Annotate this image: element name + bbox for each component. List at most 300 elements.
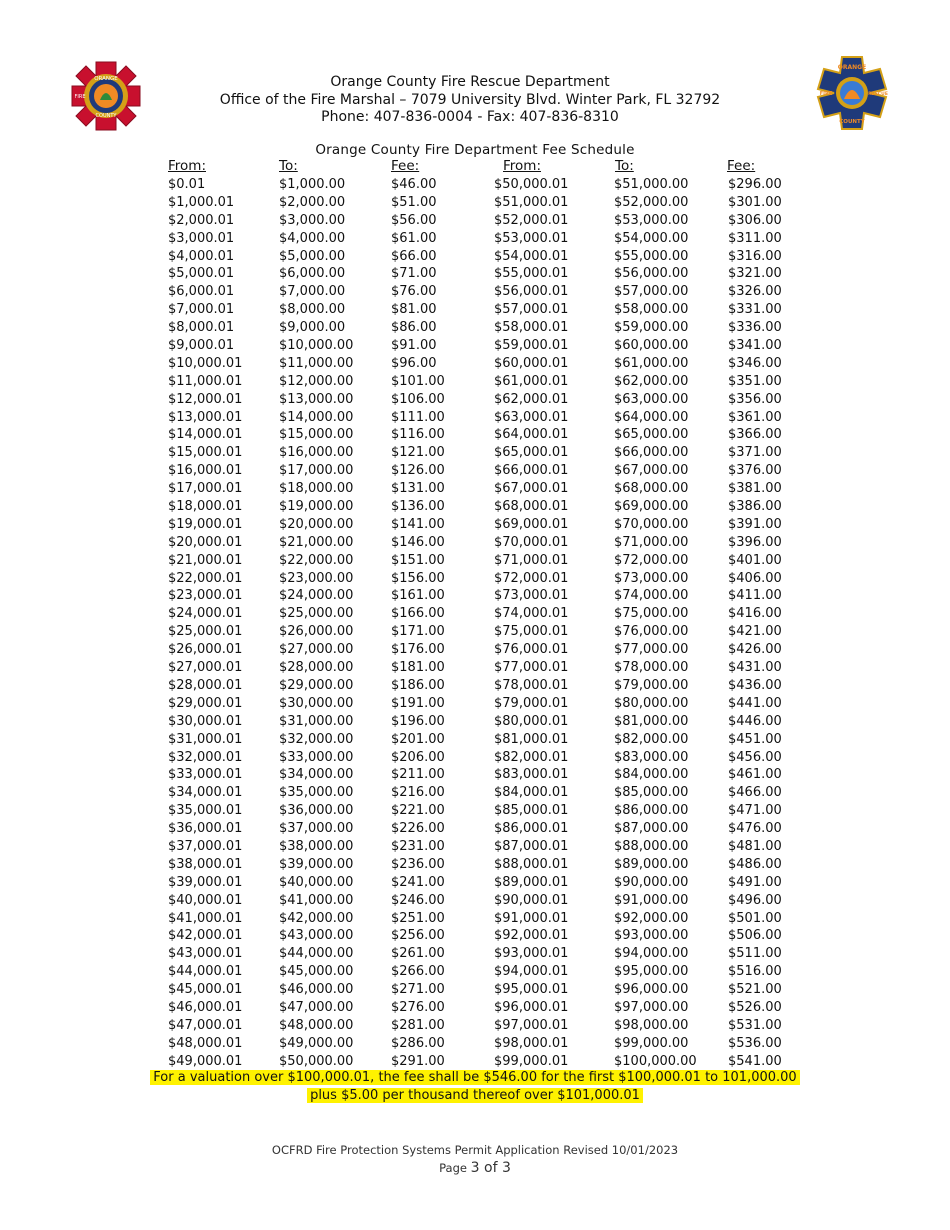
cell-fee-1: $121.00 bbox=[391, 445, 445, 461]
table-body bbox=[166, 176, 806, 1071]
cell-to-2: $66,000.00 bbox=[614, 445, 689, 461]
cell-fee-1: $226.00 bbox=[391, 821, 445, 837]
cell-to-1: $7,000.00 bbox=[279, 284, 346, 300]
cell-to-1: $46,000.00 bbox=[279, 982, 354, 998]
cell-to-1: $25,000.00 bbox=[279, 606, 354, 622]
cell-from-2: $66,000.01 bbox=[494, 463, 569, 479]
cell-from-1: $23,000.01 bbox=[168, 588, 243, 604]
table-row bbox=[166, 856, 806, 874]
header-fee-2: Fee: bbox=[727, 158, 756, 174]
cell-fee-1: $146.00 bbox=[391, 534, 445, 550]
cell-fee-2: $421.00 bbox=[728, 624, 782, 640]
cell-from-1: $0.01 bbox=[168, 177, 206, 192]
cell-from-1: $4,000.01 bbox=[168, 248, 235, 264]
cell-to-2: $52,000.00 bbox=[614, 194, 689, 210]
cell-from-2: $90,000.01 bbox=[494, 892, 569, 908]
cell-fee-2: $441.00 bbox=[728, 695, 782, 711]
cell-from-2: $62,000.01 bbox=[494, 391, 569, 407]
cell-to-1: $8,000.00 bbox=[279, 302, 346, 318]
cell-to-1: $32,000.00 bbox=[279, 731, 354, 747]
cell-fee-1: $251.00 bbox=[391, 910, 445, 926]
cell-fee-1: $271.00 bbox=[391, 982, 445, 998]
table-row bbox=[166, 462, 806, 480]
cell-to-2: $60,000.00 bbox=[614, 338, 689, 354]
table-row bbox=[166, 480, 806, 498]
cell-to-2: $61,000.00 bbox=[614, 355, 689, 371]
page-footer bbox=[0, 1141, 950, 1177]
page-prefix: Page bbox=[439, 1161, 471, 1175]
cell-fee-2: $481.00 bbox=[728, 838, 782, 854]
cell-to-2: $97,000.00 bbox=[614, 999, 689, 1015]
cell-from-1: $41,000.01 bbox=[168, 910, 243, 926]
cell-from-2: $87,000.01 bbox=[494, 838, 569, 854]
cell-fee-2: $506.00 bbox=[728, 928, 782, 944]
cell-from-1: $35,000.01 bbox=[168, 803, 243, 819]
cell-fee-2: $356.00 bbox=[728, 391, 782, 407]
cell-fee-1: $236.00 bbox=[391, 856, 445, 872]
cell-fee-1: $201.00 bbox=[391, 731, 445, 747]
cell-to-1: $42,000.00 bbox=[279, 910, 354, 926]
cell-from-1: $45,000.01 bbox=[168, 982, 243, 998]
table-row bbox=[166, 820, 806, 838]
cell-to-1: $48,000.00 bbox=[279, 1017, 354, 1033]
cell-from-1: $19,000.01 bbox=[168, 516, 243, 532]
cell-to-1: $45,000.00 bbox=[279, 964, 354, 980]
cell-fee-1: $76.00 bbox=[391, 284, 437, 300]
cell-from-2: $83,000.01 bbox=[494, 767, 569, 783]
cell-fee-2: $371.00 bbox=[728, 445, 782, 461]
cell-fee-2: $351.00 bbox=[728, 373, 782, 389]
cell-fee-2: $366.00 bbox=[728, 427, 782, 443]
cell-from-1: $46,000.01 bbox=[168, 999, 243, 1015]
cell-to-2: $54,000.00 bbox=[614, 230, 689, 246]
cell-from-1: $25,000.01 bbox=[168, 624, 243, 640]
table-row bbox=[166, 1035, 806, 1053]
cell-from-1: $44,000.01 bbox=[168, 964, 243, 980]
cell-fee-1: $181.00 bbox=[391, 660, 445, 676]
table-row bbox=[166, 641, 806, 659]
cell-fee-1: $46.00 bbox=[391, 177, 437, 192]
cell-from-2: $50,000.01 bbox=[494, 177, 569, 192]
cell-fee-2: $521.00 bbox=[728, 982, 782, 998]
cell-fee-1: $126.00 bbox=[391, 463, 445, 479]
cell-to-1: $44,000.00 bbox=[279, 946, 354, 962]
table-row bbox=[166, 838, 806, 856]
cell-from-2: $58,000.01 bbox=[494, 320, 569, 336]
cell-from-2: $65,000.01 bbox=[494, 445, 569, 461]
cell-from-1: $15,000.01 bbox=[168, 445, 243, 461]
cell-from-1: $39,000.01 bbox=[168, 874, 243, 890]
cell-fee-1: $61.00 bbox=[391, 230, 437, 246]
cell-fee-2: $511.00 bbox=[728, 946, 782, 962]
table-row bbox=[166, 212, 806, 230]
cell-from-1: $18,000.01 bbox=[168, 499, 243, 515]
cell-fee-2: $476.00 bbox=[728, 821, 782, 837]
logo-right-right-text: RESCUE bbox=[868, 92, 888, 97]
cell-from-2: $95,000.01 bbox=[494, 982, 569, 998]
cell-fee-2: $316.00 bbox=[728, 248, 782, 264]
cell-fee-1: $246.00 bbox=[391, 892, 445, 908]
cell-to-1: $39,000.00 bbox=[279, 856, 354, 872]
cell-to-2: $65,000.00 bbox=[614, 427, 689, 443]
cell-to-2: $100,000.00 bbox=[614, 1053, 697, 1069]
table-row bbox=[166, 498, 806, 516]
cell-fee-1: $81.00 bbox=[391, 302, 437, 318]
cell-to-1: $43,000.00 bbox=[279, 928, 354, 944]
table-row bbox=[166, 248, 806, 266]
cell-from-1: $34,000.01 bbox=[168, 785, 243, 801]
cell-to-2: $55,000.00 bbox=[614, 248, 689, 264]
cell-fee-1: $151.00 bbox=[391, 552, 445, 568]
cell-to-2: $90,000.00 bbox=[614, 874, 689, 890]
cell-fee-2: $411.00 bbox=[728, 588, 782, 604]
table-row bbox=[166, 337, 806, 355]
cell-from-2: $67,000.01 bbox=[494, 481, 569, 497]
cell-to-2: $57,000.00 bbox=[614, 284, 689, 300]
table-row bbox=[166, 927, 806, 945]
department-name: Orange County Fire Rescue Department bbox=[330, 74, 610, 90]
cell-fee-1: $91.00 bbox=[391, 338, 437, 354]
logo-right-left-text: FIRE bbox=[819, 91, 833, 97]
cell-to-1: $41,000.00 bbox=[279, 892, 354, 908]
cell-from-2: $84,000.01 bbox=[494, 785, 569, 801]
cell-fee-2: $466.00 bbox=[728, 785, 782, 801]
cell-to-2: $64,000.00 bbox=[614, 409, 689, 425]
cell-to-1: $3,000.00 bbox=[279, 212, 346, 228]
cell-fee-2: $446.00 bbox=[728, 713, 782, 729]
cell-to-1: $40,000.00 bbox=[279, 874, 354, 890]
cell-from-2: $64,000.01 bbox=[494, 427, 569, 443]
cell-fee-1: $211.00 bbox=[391, 767, 445, 783]
cell-fee-1: $186.00 bbox=[391, 677, 445, 693]
cell-to-2: $82,000.00 bbox=[614, 731, 689, 747]
cell-from-1: $38,000.01 bbox=[168, 856, 243, 872]
table-row bbox=[166, 194, 806, 212]
cell-to-1: $49,000.00 bbox=[279, 1035, 354, 1051]
cell-fee-1: $86.00 bbox=[391, 320, 437, 336]
table-row bbox=[166, 963, 806, 981]
cell-to-1: $4,000.00 bbox=[279, 230, 346, 246]
logo-right-bottom-text: COUNTY bbox=[839, 119, 865, 125]
table-row bbox=[166, 981, 806, 999]
cell-to-2: $70,000.00 bbox=[614, 516, 689, 532]
cell-to-2: $96,000.00 bbox=[614, 982, 689, 998]
cell-from-1: $14,000.01 bbox=[168, 427, 243, 443]
cell-fee-1: $111.00 bbox=[391, 409, 445, 425]
cell-to-1: $47,000.00 bbox=[279, 999, 354, 1015]
cell-fee-2: $486.00 bbox=[728, 856, 782, 872]
fee-schedule-table bbox=[166, 157, 806, 1071]
cell-fee-1: $261.00 bbox=[391, 946, 445, 962]
table-row bbox=[166, 749, 806, 767]
cell-to-1: $28,000.00 bbox=[279, 660, 354, 676]
table-header-row bbox=[166, 157, 806, 176]
cell-to-1: $22,000.00 bbox=[279, 552, 354, 568]
cell-to-2: $58,000.00 bbox=[614, 302, 689, 318]
cell-to-1: $20,000.00 bbox=[279, 516, 354, 532]
cell-from-1: $20,000.01 bbox=[168, 534, 243, 550]
cell-to-1: $34,000.00 bbox=[279, 767, 354, 783]
cell-from-1: $11,000.01 bbox=[168, 373, 243, 389]
cell-from-2: $97,000.01 bbox=[494, 1017, 569, 1033]
table-row bbox=[166, 1053, 806, 1071]
table-row bbox=[166, 409, 806, 427]
cell-to-2: $53,000.00 bbox=[614, 212, 689, 228]
cell-from-2: $72,000.01 bbox=[494, 570, 569, 586]
cell-to-1: $35,000.00 bbox=[279, 785, 354, 801]
cell-from-1: $3,000.01 bbox=[168, 230, 235, 246]
cell-to-1: $29,000.00 bbox=[279, 677, 354, 693]
cell-to-1: $19,000.00 bbox=[279, 499, 354, 515]
header-to-2: To: bbox=[615, 158, 634, 174]
cell-from-1: $32,000.01 bbox=[168, 749, 243, 765]
cell-to-2: $78,000.00 bbox=[614, 660, 689, 676]
cell-from-1: $43,000.01 bbox=[168, 946, 243, 962]
cell-to-2: $69,000.00 bbox=[614, 499, 689, 515]
cell-from-2: $82,000.01 bbox=[494, 749, 569, 765]
table-row bbox=[166, 373, 806, 391]
cell-from-2: $68,000.01 bbox=[494, 499, 569, 515]
cell-to-2: $93,000.00 bbox=[614, 928, 689, 944]
cell-fee-2: $331.00 bbox=[728, 302, 782, 318]
cell-from-2: $81,000.01 bbox=[494, 731, 569, 747]
cell-to-2: $89,000.00 bbox=[614, 856, 689, 872]
table-row bbox=[166, 892, 806, 910]
cell-to-2: $98,000.00 bbox=[614, 1017, 689, 1033]
cell-fee-1: $276.00 bbox=[391, 999, 445, 1015]
cell-from-2: $53,000.01 bbox=[494, 230, 569, 246]
cell-to-1: $16,000.00 bbox=[279, 445, 354, 461]
cell-from-2: $92,000.01 bbox=[494, 928, 569, 944]
cell-from-1: $48,000.01 bbox=[168, 1035, 243, 1051]
cell-fee-1: $71.00 bbox=[391, 266, 437, 282]
cell-from-2: $85,000.01 bbox=[494, 803, 569, 819]
note-line-1: For a valuation over $100,000.01, the fee shall be $546.00 for the first $100,000.01 to 101,000.00 bbox=[150, 1070, 799, 1085]
table-row bbox=[166, 802, 806, 820]
cell-fee-1: $266.00 bbox=[391, 964, 445, 980]
cell-fee-2: $336.00 bbox=[728, 320, 782, 336]
cell-to-2: $63,000.00 bbox=[614, 391, 689, 407]
cell-fee-2: $311.00 bbox=[728, 230, 782, 246]
cell-from-2: $59,000.01 bbox=[494, 338, 569, 354]
cell-to-1: $10,000.00 bbox=[279, 338, 354, 354]
valuation-note bbox=[0, 1069, 950, 1105]
cell-from-2: $52,000.01 bbox=[494, 212, 569, 228]
cell-fee-1: $166.00 bbox=[391, 606, 445, 622]
cell-to-1: $26,000.00 bbox=[279, 624, 354, 640]
cell-fee-2: $361.00 bbox=[728, 409, 782, 425]
cell-from-1: $8,000.01 bbox=[168, 320, 235, 336]
cell-from-1: $17,000.01 bbox=[168, 481, 243, 497]
logo-left-side-text: FIRE bbox=[74, 94, 86, 100]
cell-from-2: $75,000.01 bbox=[494, 624, 569, 640]
table-row bbox=[166, 426, 806, 444]
table-row bbox=[166, 874, 806, 892]
cell-fee-2: $406.00 bbox=[728, 570, 782, 586]
cell-fee-2: $501.00 bbox=[728, 910, 782, 926]
cell-to-2: $67,000.00 bbox=[614, 463, 689, 479]
cell-to-2: $80,000.00 bbox=[614, 695, 689, 711]
cell-fee-2: $541.00 bbox=[728, 1053, 782, 1069]
cell-from-2: $86,000.01 bbox=[494, 821, 569, 837]
cell-fee-1: $96.00 bbox=[391, 355, 437, 371]
logo-right-top-text: ORANGE bbox=[837, 64, 867, 71]
cell-fee-2: $426.00 bbox=[728, 642, 782, 658]
table-row bbox=[166, 516, 806, 534]
cell-fee-1: $221.00 bbox=[391, 803, 445, 819]
cell-from-1: $30,000.01 bbox=[168, 713, 243, 729]
cell-to-1: $30,000.00 bbox=[279, 695, 354, 711]
table-row bbox=[166, 784, 806, 802]
cell-fee-2: $386.00 bbox=[728, 499, 782, 515]
cell-fee-1: $256.00 bbox=[391, 928, 445, 944]
table-row bbox=[166, 283, 806, 301]
cell-to-2: $62,000.00 bbox=[614, 373, 689, 389]
cell-to-1: $9,000.00 bbox=[279, 320, 346, 336]
table-row bbox=[166, 301, 806, 319]
cell-to-1: $36,000.00 bbox=[279, 803, 354, 819]
cell-fee-2: $471.00 bbox=[728, 803, 782, 819]
cell-fee-1: $131.00 bbox=[391, 481, 445, 497]
cell-to-1: $33,000.00 bbox=[279, 749, 354, 765]
cell-from-2: $70,000.01 bbox=[494, 534, 569, 550]
cell-fee-1: $66.00 bbox=[391, 248, 437, 264]
table-row bbox=[166, 659, 806, 677]
cell-from-1: $9,000.01 bbox=[168, 338, 235, 354]
cell-from-1: $26,000.01 bbox=[168, 642, 243, 658]
cell-fee-1: $136.00 bbox=[391, 499, 445, 515]
cell-from-1: $6,000.01 bbox=[168, 284, 235, 300]
cell-fee-2: $341.00 bbox=[728, 338, 782, 354]
cell-to-2: $79,000.00 bbox=[614, 677, 689, 693]
cell-fee-1: $101.00 bbox=[391, 373, 445, 389]
cell-from-2: $91,000.01 bbox=[494, 910, 569, 926]
cell-fee-1: $106.00 bbox=[391, 391, 445, 407]
cell-from-2: $60,000.01 bbox=[494, 355, 569, 371]
cell-fee-2: $491.00 bbox=[728, 874, 782, 890]
cell-from-1: $10,000.01 bbox=[168, 355, 243, 371]
cell-to-1: $23,000.00 bbox=[279, 570, 354, 586]
table-row bbox=[166, 766, 806, 784]
cell-from-1: $31,000.01 bbox=[168, 731, 243, 747]
cell-fee-1: $196.00 bbox=[391, 713, 445, 729]
cell-from-1: $7,000.01 bbox=[168, 302, 235, 318]
cell-to-2: $51,000.00 bbox=[614, 177, 689, 192]
cell-fee-2: $296.00 bbox=[728, 177, 782, 192]
cell-fee-2: $436.00 bbox=[728, 677, 782, 693]
table-row bbox=[166, 587, 806, 605]
cell-fee-1: $171.00 bbox=[391, 624, 445, 640]
cell-from-1: $47,000.01 bbox=[168, 1017, 243, 1033]
cell-to-1: $50,000.00 bbox=[279, 1053, 354, 1069]
cell-from-2: $51,000.01 bbox=[494, 194, 569, 210]
cell-to-1: $27,000.00 bbox=[279, 642, 354, 658]
cell-from-2: $71,000.01 bbox=[494, 552, 569, 568]
cell-from-1: $5,000.01 bbox=[168, 266, 235, 282]
cell-fee-1: $161.00 bbox=[391, 588, 445, 604]
cell-fee-2: $376.00 bbox=[728, 463, 782, 479]
cell-to-1: $18,000.00 bbox=[279, 481, 354, 497]
cell-from-2: $78,000.01 bbox=[494, 677, 569, 693]
cell-from-2: $93,000.01 bbox=[494, 946, 569, 962]
cell-fee-2: $456.00 bbox=[728, 749, 782, 765]
cell-from-2: $73,000.01 bbox=[494, 588, 569, 604]
cell-to-1: $2,000.00 bbox=[279, 194, 346, 210]
cell-fee-1: $206.00 bbox=[391, 749, 445, 765]
cell-fee-1: $51.00 bbox=[391, 194, 437, 210]
cell-to-1: $31,000.00 bbox=[279, 713, 354, 729]
table-row bbox=[166, 605, 806, 623]
cell-from-1: $42,000.01 bbox=[168, 928, 243, 944]
page-number: 3 of 3 bbox=[470, 1160, 511, 1176]
cell-from-1: $28,000.01 bbox=[168, 677, 243, 693]
cell-to-2: $84,000.00 bbox=[614, 767, 689, 783]
table-row bbox=[166, 623, 806, 641]
cell-to-2: $75,000.00 bbox=[614, 606, 689, 622]
cell-from-2: $89,000.01 bbox=[494, 874, 569, 890]
cell-from-1: $49,000.01 bbox=[168, 1053, 243, 1069]
table-row bbox=[166, 534, 806, 552]
table-row bbox=[166, 355, 806, 373]
cell-fee-2: $416.00 bbox=[728, 606, 782, 622]
cell-fee-1: $191.00 bbox=[391, 695, 445, 711]
table-row bbox=[166, 713, 806, 731]
cell-from-1: $29,000.01 bbox=[168, 695, 243, 711]
logo-left-bottom-text: COUNTY bbox=[95, 113, 117, 119]
cell-to-1: $17,000.00 bbox=[279, 463, 354, 479]
cell-to-1: $14,000.00 bbox=[279, 409, 354, 425]
cell-to-2: $59,000.00 bbox=[614, 320, 689, 336]
header-from-2: From: bbox=[503, 158, 541, 174]
cell-fee-2: $531.00 bbox=[728, 1017, 782, 1033]
table-row bbox=[166, 230, 806, 248]
cell-from-1: $27,000.01 bbox=[168, 660, 243, 676]
table-row bbox=[166, 695, 806, 713]
revision-text: OCFRD Fire Protection Systems Permit Application Revised 10/01/2023 bbox=[271, 1143, 679, 1157]
cell-from-1: $16,000.01 bbox=[168, 463, 243, 479]
cell-from-2: $98,000.01 bbox=[494, 1035, 569, 1051]
cell-from-2: $57,000.01 bbox=[494, 302, 569, 318]
cell-to-2: $77,000.00 bbox=[614, 642, 689, 658]
table-row bbox=[166, 1017, 806, 1035]
cell-fee-1: $241.00 bbox=[391, 874, 445, 890]
cell-from-1: $21,000.01 bbox=[168, 552, 243, 568]
cell-fee-1: $291.00 bbox=[391, 1053, 445, 1069]
cell-to-2: $56,000.00 bbox=[614, 266, 689, 282]
cell-to-1: $24,000.00 bbox=[279, 588, 354, 604]
cell-fee-2: $496.00 bbox=[728, 892, 782, 908]
cell-fee-2: $301.00 bbox=[728, 194, 782, 210]
cell-fee-2: $526.00 bbox=[728, 999, 782, 1015]
cell-fee-1: $216.00 bbox=[391, 785, 445, 801]
cell-to-2: $92,000.00 bbox=[614, 910, 689, 926]
table-row bbox=[166, 731, 806, 749]
cell-to-2: $83,000.00 bbox=[614, 749, 689, 765]
table-row bbox=[166, 552, 806, 570]
contact-phone-fax: Phone: 407-836-0004 - Fax: 407-836-8310 bbox=[321, 109, 619, 125]
cell-fee-2: $306.00 bbox=[728, 212, 782, 228]
cell-fee-2: $516.00 bbox=[728, 964, 782, 980]
cell-from-2: $63,000.01 bbox=[494, 409, 569, 425]
header-fee-1: Fee: bbox=[391, 158, 420, 174]
cell-fee-2: $381.00 bbox=[728, 481, 782, 497]
cell-fee-1: $156.00 bbox=[391, 570, 445, 586]
cell-from-2: $74,000.01 bbox=[494, 606, 569, 622]
letterhead bbox=[0, 74, 940, 127]
cell-to-1: $37,000.00 bbox=[279, 821, 354, 837]
cell-fee-2: $396.00 bbox=[728, 534, 782, 550]
cell-to-2: $85,000.00 bbox=[614, 785, 689, 801]
